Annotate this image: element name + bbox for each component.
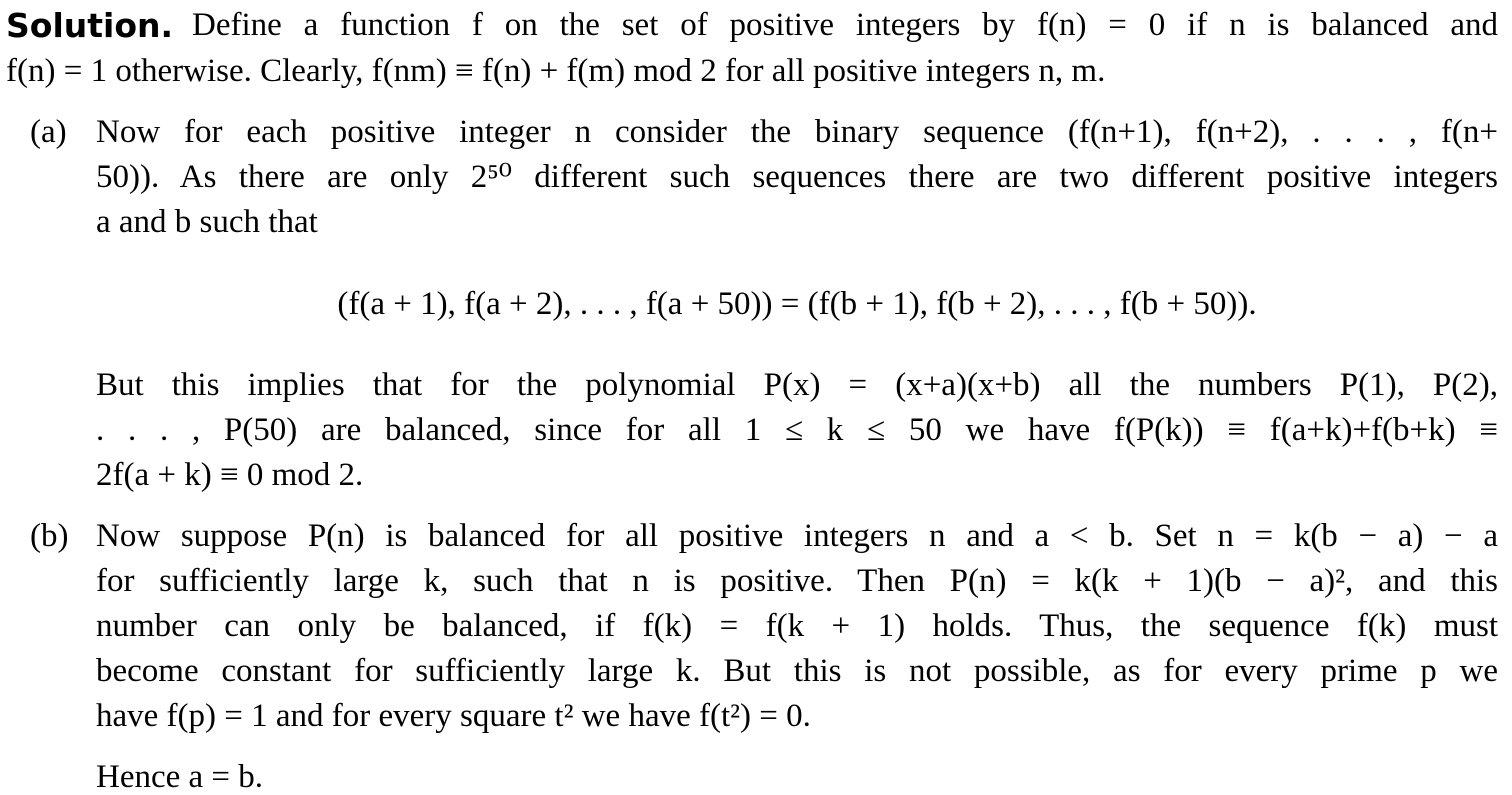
solution-heading-text: Solution.	[6, 6, 174, 45]
part-a-line-4: But this implies that for the polynomial P(x) = (x+a)(x+b) all the numbers P(1), P(2),	[96, 367, 1498, 403]
part-a-label: (a)	[30, 114, 67, 150]
part-a-display-equation: (f(a + 1), f(a + 2), . . . , f(a + 50)) = (f(b + 1), f(b + 2), . . . , f(b + 50)).	[337, 286, 1257, 322]
part-a-line-5: . . . , P(50) are balanced, since for all 1 ≤ k ≤ 50 we have f(P(k)) ≡ f(a+k)+f(b+k) ≡	[96, 412, 1498, 448]
part-a-line-6: 2f(a + k) ≡ 0 mod 2.	[96, 457, 364, 493]
part-a-line-3: a and b such that	[96, 204, 318, 240]
part-b-conclusion: Hence a = b.	[96, 759, 264, 795]
part-b-line-5: have f(p) = 1 and for every square t² we have f(t²) = 0.	[96, 698, 811, 734]
solution-heading	[6, 6, 174, 45]
intro-line-2: f(n) = 1 otherwise. Clearly, f(nm) ≡ f(n) + f(m) mod 2 for all positive integers n, m.	[6, 53, 1106, 89]
part-b-line-1: Now suppose P(n) is balanced for all positive integers n and a < b. Set n = k(b − a) − a	[96, 518, 1498, 554]
part-b-line-4: become constant for sufficiently large k. But this is not possible, as for every prime p we	[96, 653, 1498, 689]
part-b-label: (b)	[30, 518, 69, 554]
part-a-line-1: Now for each positive integer n consider the binary sequence (f(n+1), f(n+2), . . . , f(n+	[96, 114, 1498, 150]
intro-line-1: Define a function f on the set of positive integers by f(n) = 0 if n is balanced and	[192, 7, 1498, 43]
part-b-line-3: number can only be balanced, if f(k) = f(k + 1) holds. Thus, the sequence f(k) must	[96, 608, 1498, 644]
part-a-line-2: 50)). As there are only 2⁵⁰ different such sequences there are two different positive integers	[96, 159, 1498, 195]
part-b-line-2: for sufficiently large k, such that n is positive. Then P(n) = k(k + 1)(b − a)², and this	[96, 563, 1498, 599]
